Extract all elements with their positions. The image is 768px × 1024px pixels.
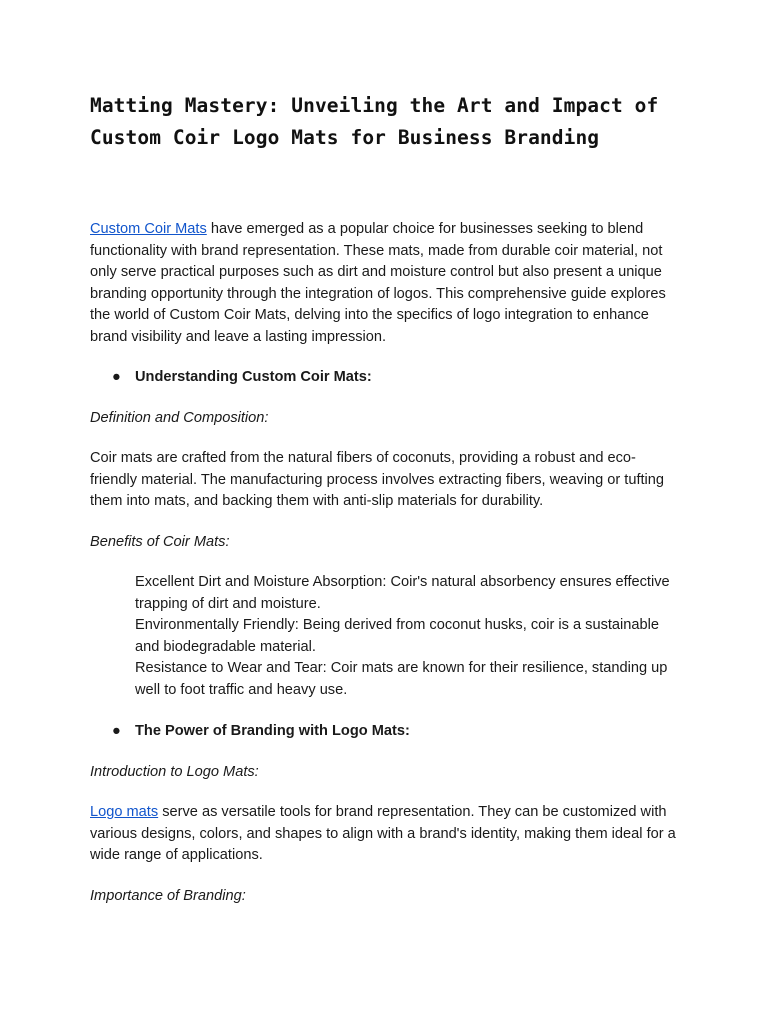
logo-mats-text: serve as versatile tools for brand representation. They can be customized with various designs, colors, and shapes to align with a brand's identity, making them ideal for a wide range of applications. <box>90 804 676 863</box>
logo-mats-paragraph <box>90 802 680 867</box>
intro-paragraph <box>90 219 680 348</box>
benefit-item: Resistance to Wear and Tear: Coir mats are known for their resilience, standing up well to foot traffic and heavy use. <box>135 660 668 698</box>
section-heading-text: Understanding Custom Coir Mats: <box>135 369 372 385</box>
section-heading-text: The Power of Branding with Logo Mats: <box>135 723 410 739</box>
bullet-icon: ● <box>112 369 121 385</box>
benefits-subheading: Benefits of Coir Mats: <box>90 533 230 550</box>
definition-subheading: Definition and Composition: <box>90 409 269 426</box>
benefit-item: Excellent Dirt and Moisture Absorption: Coir's natural absorbency ensures effective trapping of dirt and moisture. <box>135 574 670 612</box>
section-heading-branding <box>90 721 680 743</box>
benefit-item: Environmentally Friendly: Being derived from coconut husks, coir is a sustainable and biodegradable material. <box>135 617 659 655</box>
document-page <box>90 90 680 926</box>
importance-subheading: Importance of Branding: <box>90 887 246 904</box>
page-title: Matting Mastery: Unveiling the Art and Impact of Custom Coir Logo Mats for Business Branding <box>90 94 659 149</box>
logo-mats-intro-subheading: Introduction to Logo Mats: <box>90 763 259 780</box>
definition-paragraph: Coir mats are crafted from the natural fibers of coconuts, providing a robust and eco-friendly material. The manufacturing process involves extracting fibers, weaving or tufting them into mats, and backing them with anti-slip materials for durability. <box>90 450 665 509</box>
benefits-list <box>90 572 680 701</box>
logo-mats-link[interactable]: Logo mats <box>90 804 159 820</box>
section-heading-understanding <box>90 367 680 389</box>
intro-text: have emerged as a popular choice for businesses seeking to blend functionality with brand representation. These mats, made from durable coir material, not only serve practical purposes such as dirt and moisture control but also present a unique branding opportunity through the integration of logos. This comprehensive guide explores the world of Custom Coir Mats, delving into the specifics of logo integration to enhance brand visibility and leave a lasting impression. <box>90 221 666 345</box>
custom-coir-mats-link[interactable]: Custom Coir Mats <box>90 221 207 237</box>
bullet-icon: ● <box>112 723 121 739</box>
